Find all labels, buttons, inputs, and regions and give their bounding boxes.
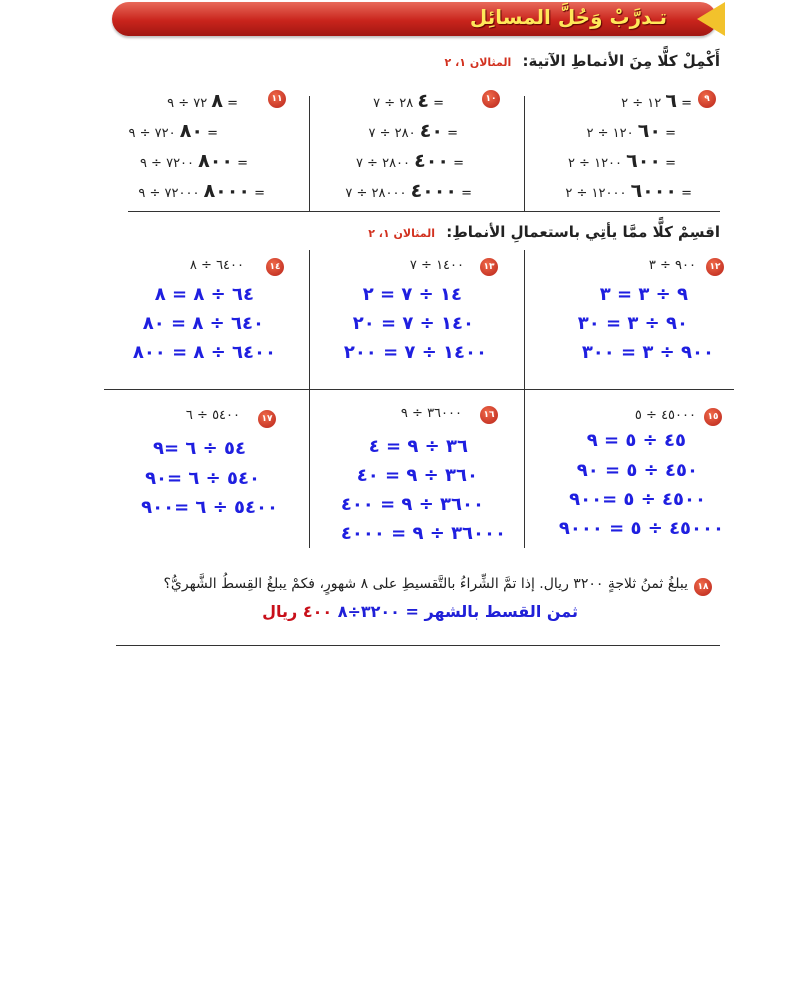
problem-16-answer: ٣٦٠ ÷ ٩ = ٤٠ xyxy=(356,465,478,486)
problem-12-answer: ٩ ÷ ٣ = ٣ xyxy=(599,284,688,305)
problem-14-answer: ٦٤٠ ÷ ٨ = ٨٠ xyxy=(142,313,264,334)
problem-12-answer: ٩٠ ÷ ٣ = ٣٠ xyxy=(577,313,688,334)
problem-11-line: ٨٠٠٠ ٧٢٠٠٠ ÷ ٩ = xyxy=(138,180,265,202)
banner-arrow-icon xyxy=(697,2,725,36)
problem-10-line: ٤٠ ٢٨٠ ÷ ٧ = xyxy=(368,120,458,142)
section-end-rule xyxy=(116,645,720,646)
answer-expression: ٣٢٠٠÷٨ = xyxy=(337,602,419,621)
problem-14-badge: ١٤ xyxy=(266,258,284,276)
problem-18-answer xyxy=(262,602,578,621)
problem-10-line: ٤٠٠٠ ٢٨٠٠٠ ÷ ٧ = xyxy=(345,180,472,202)
problem-16-answer: ٣٦٠٠ ÷ ٩ = ٤٠٠ xyxy=(340,494,484,515)
problem-17-answer: ٥٤٠٠ ÷ ٦ =٩٠٠ xyxy=(141,497,278,518)
section2-heading xyxy=(368,223,720,241)
problem-14-prompt: ٦٤٠٠ ÷ ٨ xyxy=(189,258,244,273)
problem-15-answer: ٤٥٠٠ ÷ ٥ =٩٠٠ xyxy=(569,489,706,510)
banner-title: تـدرَّبْ وَحُلَّ المسائِل xyxy=(469,5,667,29)
problem-18-badge: ١٨ xyxy=(694,578,712,596)
problem-10-badge: ١٠ xyxy=(482,90,500,108)
problem-16-badge: ١٦ xyxy=(480,406,498,424)
problem-17-prompt: ٥٤٠٠ ÷ ٦ xyxy=(185,408,240,423)
problem-12-prompt: ٩٠٠ ÷ ٣ xyxy=(648,258,696,273)
section2-ref: المثالان ١، ٢ xyxy=(368,227,435,240)
section1-heading xyxy=(445,52,720,70)
section1-heading-text: أَكْمِلْ كلًّا مِنَ الأنماطِ الآتية: xyxy=(522,52,720,70)
problem-9-line: ٦ ١٢ ÷ ٢ = xyxy=(621,90,692,112)
problem-9-line: ٦٠٠٠ ١٢٠٠٠ ÷ ٢ = xyxy=(565,180,692,202)
problem-17-answer: ٥٤٠ ÷ ٦ =٩٠ xyxy=(145,468,260,489)
problem-11-line: ٨٠ ٧٢٠ ÷ ٩ = xyxy=(128,120,218,142)
problem-18-text: يبلغُ ثمنُ ثلاجةٍ ٣٢٠٠ ريال. إذا تمَّ الشِّراءُ بالتَّقسيطِ على ٨ شهورٍ، فكمْ يبلغُ القِسطُ الشَّهريُّ؟ xyxy=(163,576,688,592)
problem-15-prompt: ٤٥٠٠٠ ÷ ٥ xyxy=(634,408,696,423)
problem-9-line: ٦٠ ١٢٠ ÷ ٢ = xyxy=(586,120,676,142)
problem-9-badge: ٩ xyxy=(698,90,716,108)
problem-16-prompt: ٣٦٠٠٠ ÷ ٩ xyxy=(400,406,462,421)
answer-label: ثمن القسط بالشهر xyxy=(424,602,578,621)
problem-13-badge: ١٣ xyxy=(480,258,498,276)
answer-value: ٤٠٠ ريال xyxy=(262,602,333,621)
table1-divider xyxy=(524,96,525,212)
problem-12-badge: ١٢ xyxy=(706,258,724,276)
problem-9-line: ٦٠٠ ١٢٠٠ ÷ ٢ = xyxy=(567,150,676,172)
section-banner xyxy=(112,2,717,36)
table2-middle-rule xyxy=(104,389,734,390)
problem-11-badge: ١١ xyxy=(268,90,286,108)
problem-13-answer: ١٤٠٠ ÷ ٧ = ٢٠٠ xyxy=(343,342,487,363)
problem-10-line: ٤ ٢٨ ÷ ٧ = xyxy=(373,90,444,112)
table2-divider xyxy=(309,250,310,548)
problem-14-answer: ٦٤٠٠ ÷ ٨ = ٨٠٠ xyxy=(132,342,276,363)
table2-divider xyxy=(524,250,525,548)
problem-11-line: ٨٠٠ ٧٢٠٠ ÷ ٩ = xyxy=(139,150,248,172)
problem-11-line: ٨ ٧٢ ÷ ٩ = xyxy=(167,90,238,112)
problem-17-badge: ١٧ xyxy=(258,410,276,428)
problem-15-answer: ٤٥ ÷ ٥ = ٩ xyxy=(586,430,686,451)
problem-13-answer: ١٤٠ ÷ ٧ = ٢٠ xyxy=(352,313,474,334)
problem-17-answer: ٥٤ ÷ ٦ =٩ xyxy=(153,438,246,459)
problem-12-answer: ٩٠٠ ÷ ٣ = ٣٠٠ xyxy=(581,342,714,363)
problem-16-answer: ٣٦ ÷ ٩ = ٤ xyxy=(368,436,468,457)
section1-ref: المثالان ١، ٢ xyxy=(444,56,512,69)
problem-16-answer: ٣٦٠٠٠ ÷ ٩ = ٤٠٠٠ xyxy=(340,523,506,544)
problem-13-prompt: ١٤٠٠ ÷ ٧ xyxy=(409,258,464,273)
problem-13-answer: ١٤ ÷ ٧ = ٢ xyxy=(362,284,462,305)
problem-15-badge: ١٥ xyxy=(704,408,722,426)
table1-divider xyxy=(309,96,310,212)
table1-bottom-rule xyxy=(128,211,720,212)
section2-heading-text: اقسِمْ كلًّا ممَّا يأتِي باستعمالِ الأنماطِ: xyxy=(446,223,720,241)
problem-14-answer: ٦٤ ÷ ٨ = ٨ xyxy=(154,284,254,305)
problem-15-answer: ٤٥٠ ÷ ٥ = ٩٠ xyxy=(576,460,698,481)
problem-15-answer: ٤٥٠٠٠ ÷ ٥ = ٩٠٠٠ xyxy=(558,518,724,539)
problem-10-line: ٤٠٠ ٢٨٠٠ ÷ ٧ = xyxy=(355,150,464,172)
